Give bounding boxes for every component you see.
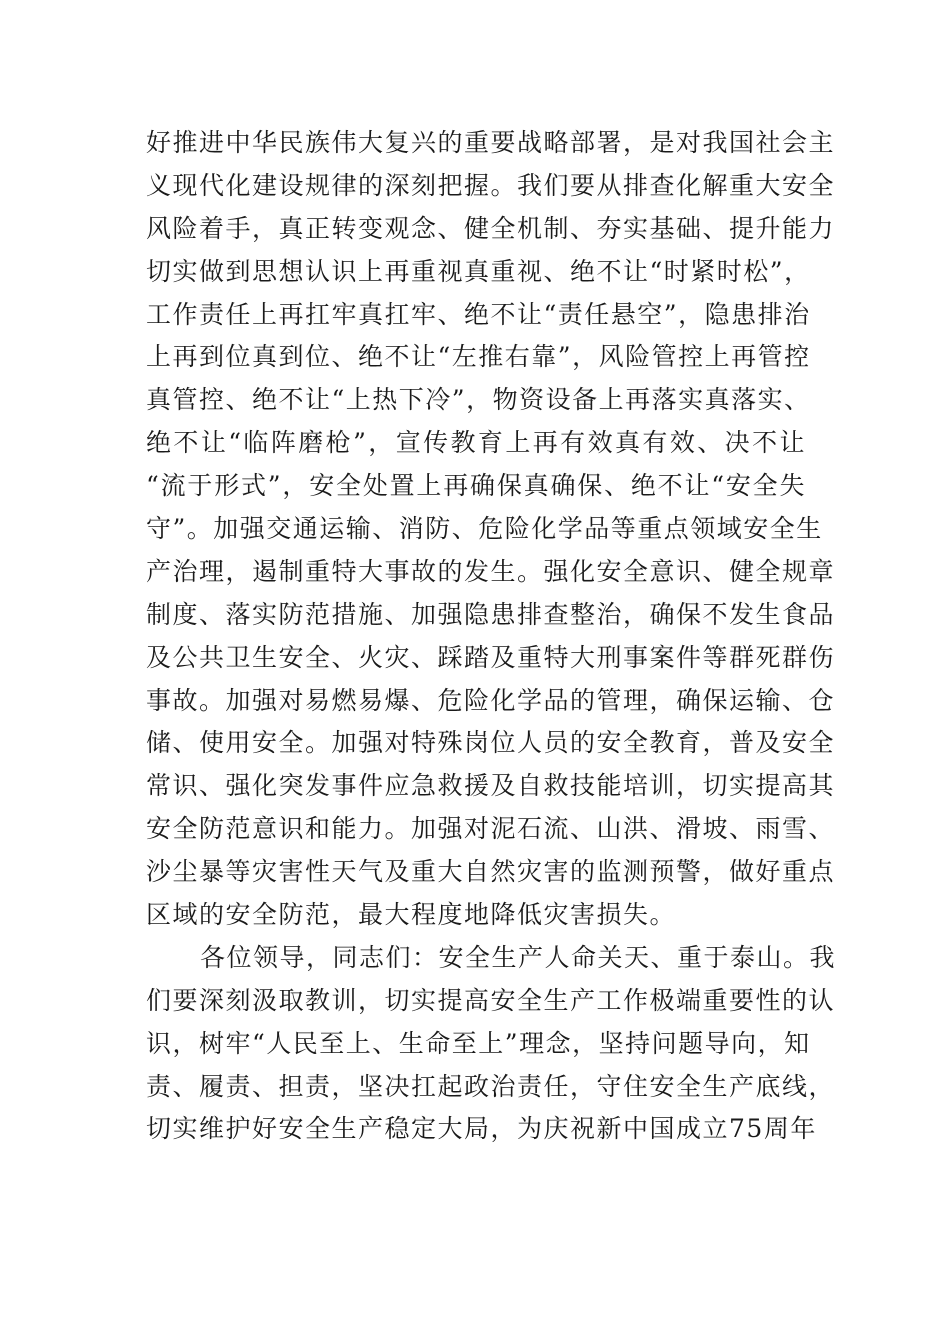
text-line-17: 安全防范意识和能力。加强对泥石流、山洪、滑坡、雨雪、 bbox=[146, 814, 836, 844]
document-body-text bbox=[146, 122, 837, 1151]
text-line-5: 工作责任上再扛牢真扛牢、绝不让“责任悬空”，隐患排治 bbox=[146, 299, 811, 329]
text-line-16: 常识、强化突发事件应急救援及自救技能培训，切实提高其 bbox=[146, 771, 836, 801]
text-line-20: 各位领导，同志们：安全生产人命关天、重于泰山。我 bbox=[200, 942, 837, 972]
text-line-19: 区域的安全防范，最大程度地降低灾害损失。 bbox=[146, 900, 677, 930]
text-line-8: 绝不让“临阵磨枪”，宣传教育上再有效真有效、决不让 bbox=[146, 428, 806, 458]
text-line-15: 储、使用安全。加强对特殊岗位人员的安全教育，普及安全 bbox=[146, 728, 836, 758]
text-line-3: 风险着手，真正转变观念、健全机制、夯实基础、提升能力 bbox=[146, 213, 836, 243]
text-line-11: 产治理，遏制重特大事故的发生。强化安全意识、健全规章 bbox=[146, 556, 836, 586]
text-line-14: 事故。加强对易燃易爆、危险化学品的管理，确保运输、仓 bbox=[146, 685, 836, 715]
text-line-9: “流于形式”，安全处置上再确保真确保、绝不让“安全失 bbox=[146, 471, 806, 501]
text-line-7: 真管控、绝不让“上热下冷”，物资设备上再落实真落实、 bbox=[146, 385, 811, 415]
text-line-12: 制度、落实防范措施、加强隐患排查整治，确保不发生食品 bbox=[146, 599, 836, 629]
text-line-21: 们要深刻汲取教训，切实提高安全生产工作极端重要性的认 bbox=[146, 985, 836, 1015]
text-line-4: 切实做到思想认识上再重视真重视、绝不让“时紧时松”， bbox=[146, 256, 811, 286]
text-line-23: 责、履责、担责，坚决扛起政治责任，守住安全生产底线， bbox=[146, 1071, 836, 1101]
text-line-24: 切实维护好安全生产稳定大局，为庆祝新中国成立75周年 bbox=[146, 1114, 817, 1144]
text-line-10: 守”。加强交通运输、消防、危险化学品等重点领域安全生 bbox=[146, 514, 823, 544]
text-line-22: 识，树牢“人民至上、生命至上”理念，坚持问题导向，知 bbox=[146, 1028, 811, 1058]
text-line-13: 及公共卫生安全、火灾、踩踏及重特大刑事案件等群死群伤 bbox=[146, 642, 836, 672]
text-line-1: 好推进中华民族伟大复兴的重要战略部署，是对我国社会主 bbox=[146, 128, 836, 157]
text-line-18: 沙尘暴等灾害性天气及重大自然灾害的监测预警，做好重点 bbox=[146, 857, 836, 887]
text-line-6: 上再到位真到位、绝不让“左推右靠”，风险管控上再管控 bbox=[146, 342, 811, 372]
text-line-2: 义现代化建设规律的深刻把握。我们要从排查化解重大安全 bbox=[146, 170, 836, 200]
